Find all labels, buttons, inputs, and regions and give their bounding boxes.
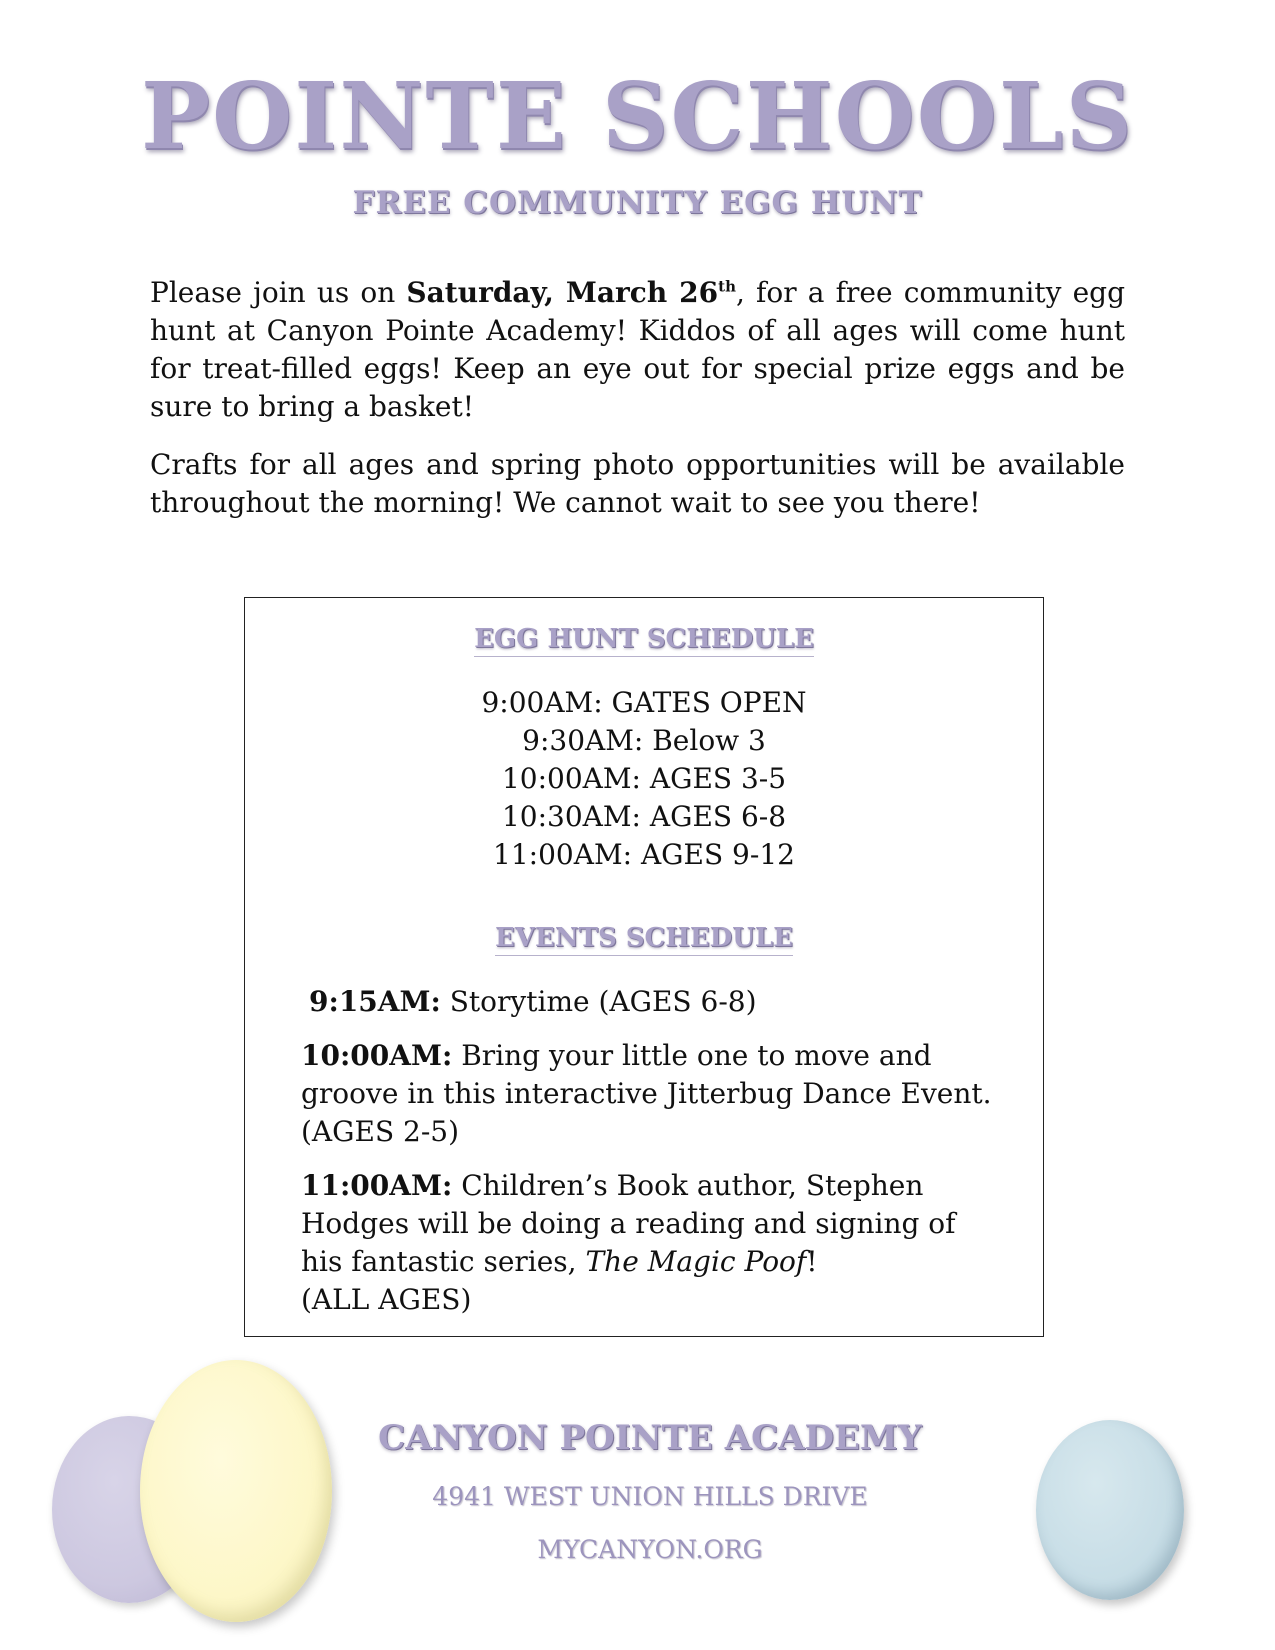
event-item xyxy=(301,1167,1001,1319)
yellow-egg-graphic xyxy=(140,1360,332,1622)
event-time: 11:00AM: xyxy=(301,1169,453,1202)
egg-hunt-schedule-list xyxy=(245,684,1043,874)
event-date-suffix: th xyxy=(718,277,736,296)
event-text: Children’s Book author, Stephen Hodges will be doing a reading and signing of his fantastic series, xyxy=(301,1169,956,1278)
blue-egg-graphic xyxy=(1036,1420,1184,1600)
schedule-box xyxy=(244,597,1044,1337)
intro-paragraph-1 xyxy=(150,274,1125,426)
footer-website: MYCANYON.ORG xyxy=(537,1535,763,1564)
egg-hunt-schedule-title: EGG HUNT SCHEDULE xyxy=(245,624,1043,657)
event-time: 9:15AM: xyxy=(309,985,441,1018)
page-title: POINTE SCHOOLS xyxy=(140,62,1135,170)
intro-rest: , for a free community egg hunt at Canyon Pointe Academy! Kiddos of all ages will come hunt for treat-filled eggs! Keep an eye out for special prize eggs and be sure to bring a basket! xyxy=(150,276,1125,423)
footer-school-name: CANYON POINTE ACADEMY xyxy=(378,1418,922,1458)
event-item xyxy=(301,983,1001,1021)
event-time: 10:00AM: xyxy=(301,1039,453,1072)
page-subtitle: FREE COMMUNITY EGG HUNT xyxy=(352,185,923,221)
footer-address: 4941 WEST UNION HILLS DRIVE xyxy=(432,1482,868,1511)
list-item: 10:30AM: AGES 6-8 xyxy=(501,800,787,833)
book-title: The Magic Poof xyxy=(585,1245,807,1278)
intro-text xyxy=(150,274,1125,542)
list-item: 11:00AM: AGES 9-12 xyxy=(493,838,795,871)
intro-paragraph-2: Crafts for all ages and spring photo opportunities will be available throughout the morning! We cannot wait to see you there! xyxy=(150,448,1125,519)
events-schedule-list xyxy=(301,983,1001,1335)
intro-lead: Please join us on xyxy=(150,276,407,309)
event-text-after: ! xyxy=(806,1245,818,1278)
event-item xyxy=(301,1037,1001,1151)
list-item: 9:30AM: Below 3 xyxy=(522,724,766,757)
list-item: 10:00AM: AGES 3-5 xyxy=(501,762,787,795)
event-text: Storytime (AGES 6-8) xyxy=(440,985,757,1018)
event-text: Bring your little one to move and groove in this interactive Jitterbug Dance Event. (AGES 2-5) xyxy=(301,1039,992,1148)
event-date-text: Saturday, March 26 xyxy=(406,276,719,309)
list-item: 9:00AM: GATES OPEN xyxy=(481,686,807,719)
events-schedule-title: EVENTS SCHEDULE xyxy=(245,923,1043,956)
event-date xyxy=(406,276,736,309)
event-ages: (ALL AGES) xyxy=(301,1283,472,1316)
